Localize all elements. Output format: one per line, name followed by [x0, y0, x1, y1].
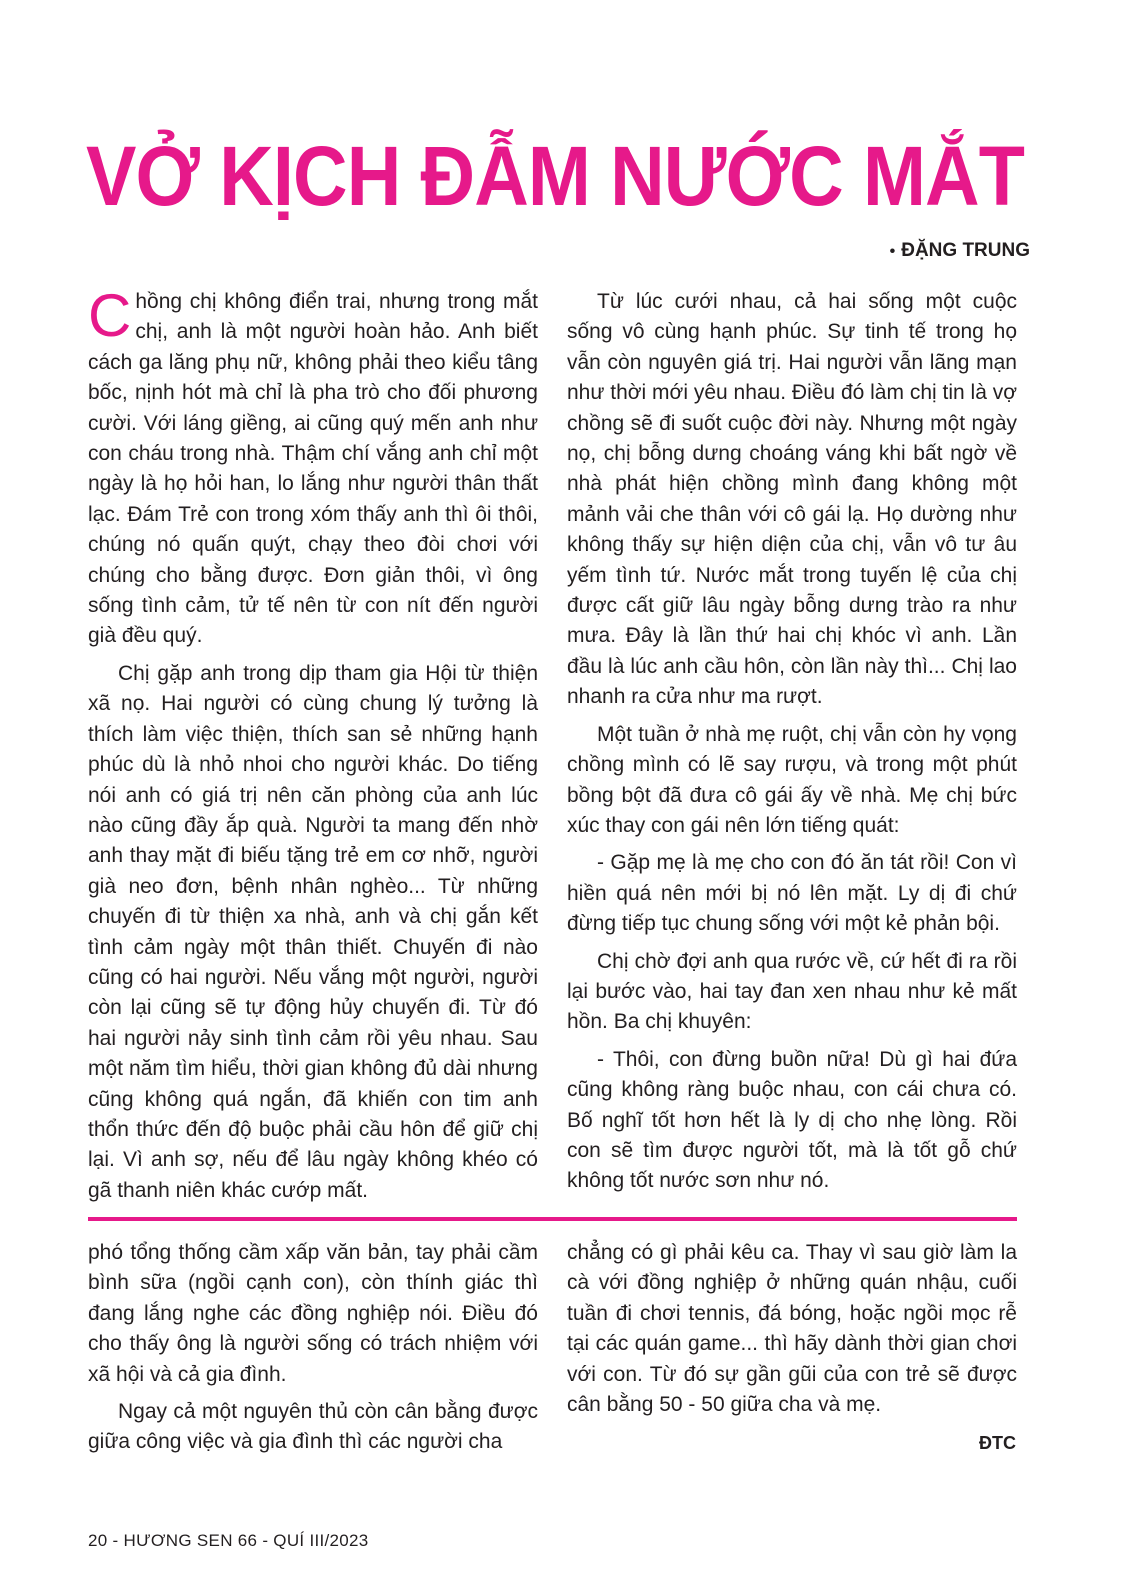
article-column-left — [88, 282, 538, 1213]
continued-column-left — [88, 1238, 538, 1465]
article-paragraph: Từ lúc cưới nhau, cả hai sống một cuộc sống vô cùng hạnh phúc. Sự tinh tế trong họ vẫn còn nguyên giá trị. Hai người vẫn lãng mạn như thời mới yêu nhau. Điều đó làm chị tin là vợ chồng sẽ đi suốt cuộc đời này. Nhưng một ngày nọ, chị bỗng dưng choáng váng khi bất ngờ về nhà phát hiện chồng mình đang không một mảnh vải che thân với cô gái lạ. Họ dường như không thấy sự hiện diện của chị, vẫn vô tư âu yếm tình tứ. Nước mắt trong tuyến lệ của chị được cất giữ lâu ngày bỗng dưng trào ra như mưa. Đây là lần thứ hai chị khóc vì anh. Lần đầu là lúc anh cầu hôn, còn lần này thì... Chị lao nhanh ra cửa như ma rượt. — [567, 290, 1017, 709]
author-initials: ĐTC — [979, 1433, 1016, 1453]
article-paragraph — [88, 282, 538, 652]
author-byline — [890, 240, 1030, 262]
page-footer: 20 - HƯƠNG SEN 66 - QUÍ III/2023 — [88, 1531, 369, 1550]
paragraph-text: hồng chị không điển trai, nhưng trong mắt chị, anh là một người hoàn hảo. Anh biết cách ga lăng phụ nữ, không phải theo kiểu tâng bốc, nịnh hót mà chỉ là pha trò cho đối phương cười. Với láng giềng, ai cũng quý mến anh như con cháu trong nhà. Thậm chí vắng anh chỉ một ngày là họ hỏi han, lo lắng như người thân thất lạc. Đám Trẻ con trong xóm thấy anh thì ôi thôi, chúng nó quấn quýt, chạy theo đòi chơi với chúng cho bằng được. Đơn giản thôi, vì ông sống tình cảm, tử tế nên từ con nít đến người già đều quý. — [88, 290, 538, 648]
dialogue-paragraph: - Gặp mẹ là mẹ cho con đó ăn tát rồi! Con vì hiền quá nên mới bị nó lên mặt. Ly dị đi chứ đừng tiếp tục chung sống với một kẻ phản bội. — [567, 851, 1017, 936]
dropcap-letter: C — [88, 282, 132, 349]
author-name: ĐẶNG TRUNG — [901, 240, 1030, 261]
article-paragraph: chẳng có gì phải kêu ca. Thay vì sau giờ làm la cà với đồng nghiệp ở những quán nhậu, cuối tuần đi chơi tennis, đá bóng, hoặc ngồi mọc rễ tại các quán game... thì hãy dành thời gian chơi với con. Từ đó sự gần gũi của con trẻ sẽ được cân bằng 50 - 50 giữa cha và mẹ. — [567, 1241, 1017, 1417]
article-paragraph: phó tổng thống cầm xấp văn bản, tay phải cầm bình sữa (ngồi cạnh con), còn thính giác thì đang lắng nghe các đồng nghiệp nói. Điều đó cho thấy ông là người sống có trách nhiệm với xã hội và cả gia đình. — [88, 1241, 538, 1386]
article-paragraph: Ngay cả một nguyên thủ còn cân bằng được giữa công việc và gia đình thì các người cha — [88, 1400, 538, 1454]
dialogue-paragraph: - Thôi, con đừng buồn nữa! Dù gì hai đứa cũng không ràng buộc nhau, con cái chưa có. Bố nghĩ tốt hơn hết là ly dị cho nhẹ lòng. Rồi con sẽ tìm được người tốt, mà là tốt gỗ chứ không tốt nước sơn như nó. — [567, 1047, 1017, 1193]
article-title: VỞ KỊCH ĐẪM NƯỚC MẮT — [86, 129, 1025, 223]
article-paragraph: Chị gặp anh trong dịp tham gia Hội từ thiện xã nọ. Hai người có cùng chung lý tưởng là thích làm việc thiện, thích san sẻ những hạnh phúc dù là nhỏ nhoi cho người khác. Do tiếng nói anh có giá trị nên căn phòng của anh lúc nào cũng đầy ắp quà. Người ta mang đến nhờ anh thay mặt đi biếu tặng trẻ em cơ nhỡ, người già neo đơn, bệnh nhân nghèo... Từ những chuyến đi từ thiện xa nhà, anh và chị gắn kết tình cảm ngày một thân thiết. Chuyến đi nào cũng có hai người. Nếu vắng một người, người còn lại cũng sẽ tự động hủy chuyến đi. Từ đó hai người nảy sinh tình cảm rồi yêu nhau. Sau một năm tìm hiểu, thời gian không đủ dài nhưng cũng không quá ngắn, đã khiến con tim anh thổn thức đến độ buộc phải cầu hôn để giữ chị lại. Vì anh sợ, nếu để lâu ngày không khéo có gã thanh niên khác cướp mất. — [88, 661, 538, 1202]
section-divider — [88, 1217, 1017, 1221]
article-paragraph: Chị chờ đợi anh qua rước về, cứ hết đi ra rồi lại bước vào, hai tay đan xen nhau như kẻ mất hồn. Ba chị khuyên: — [567, 949, 1017, 1034]
continued-column-right — [567, 1238, 1017, 1427]
byline-bullet: • — [889, 243, 896, 260]
article-paragraph: Một tuần ở nhà mẹ ruột, chị vẫn còn hy vọng chồng mình có lẽ say rượu, và trong một phút bồng bột đã đưa cô gái ấy về nhà. Mẹ chị bức xúc thay con gái nên lớn tiếng quát: — [567, 722, 1017, 837]
article-column-right — [567, 287, 1017, 1204]
